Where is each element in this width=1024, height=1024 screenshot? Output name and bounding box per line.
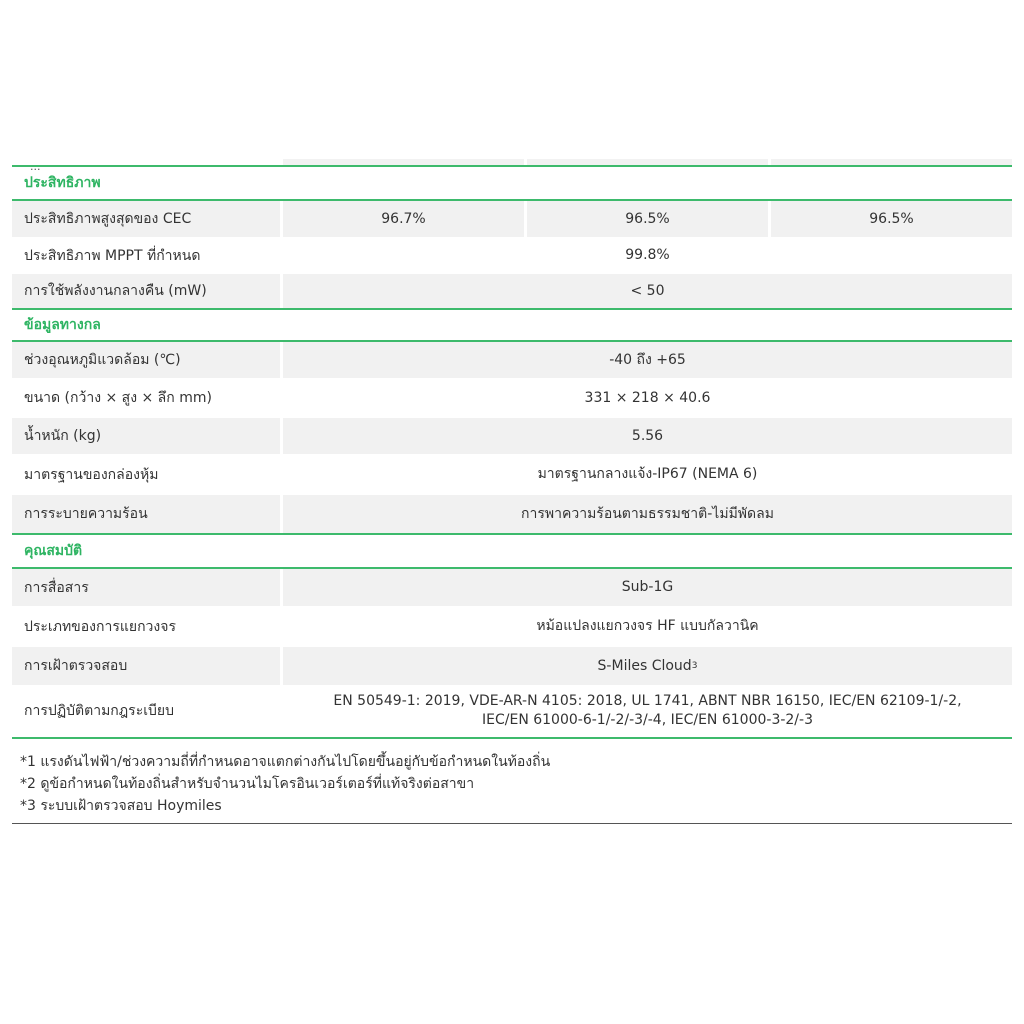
spec-row-enclosure (12, 454, 1012, 495)
spec-label: มาตรฐานของกล่องหุ้ม (12, 454, 280, 495)
spec-value-line: IEC/EN 61000-6-1/-2/-3/-4, IEC/EN 61000-3-2/-3 (482, 712, 813, 728)
spec-label: การปฏิบัติตามกฎระเบียบ (12, 685, 280, 737)
spec-row-cooling (12, 495, 1012, 533)
spec-label: การระบายความร้อน (12, 495, 280, 533)
spec-label: ขนาด (กว้าง × สูง × ลึก mm) (12, 378, 280, 418)
spec-value: < 50 (280, 274, 1012, 308)
footnotes (12, 739, 1012, 817)
section-header-efficiency (12, 165, 1012, 201)
spec-value-line: EN 50549-1: 2019, VDE-AR-N 4105: 2018, UL 1741, ABNT NBR 16150, IEC/EN 62109-1/-2, (333, 693, 962, 709)
section-title: ข้อมูลทางกล (24, 317, 101, 333)
spec-value: หม้อแปลงแยกวงจร HF แบบกัลวานิค (280, 606, 1012, 647)
spec-row-communication (12, 569, 1012, 606)
spec-value: 5.56 (280, 418, 1012, 454)
footnote: *2 ดูข้อกำหนดในท้องถิ่นสำหรับจำนวนไมโครอินเวอร์เตอร์ที่แท้จริงต่อสาขา (20, 776, 475, 792)
spec-row-weight (12, 418, 1012, 454)
section-header-features (12, 533, 1012, 569)
spec-label: ประสิทธิภาพสูงสุดของ CEC (12, 201, 280, 237)
spec-value: -40 ถึง +65 (280, 342, 1012, 378)
section-title: คุณสมบัติ (24, 543, 83, 559)
spec-label: ประสิทธิภาพ MPPT ที่กำหนด (12, 237, 280, 274)
footnote: *3 ระบบเฝ้าตรวจสอบ Hoymiles (20, 798, 222, 814)
spec-row-isolation-type (12, 606, 1012, 647)
section-title: ประสิทธิภาพ (24, 175, 101, 191)
clipped-cell (280, 159, 524, 165)
spec-value: 96.5% (524, 201, 768, 237)
spec-row-cec-efficiency (12, 201, 1012, 237)
clipped-cell (768, 159, 1012, 165)
spec-value: 96.5% (768, 201, 1012, 237)
footnote: *1 แรงดันไฟฟ้า/ช่วงความถี่ที่กำหนดอาจแตกต่างกันไปโดยขึ้นอยู่กับข้อกำหนดในท้องถิ่น (20, 754, 551, 770)
spec-row-dimensions (12, 378, 1012, 418)
spec-value (280, 647, 1012, 685)
spec-label: ประเภทของการแยกวงจร (12, 606, 280, 647)
page-bottom-rule (12, 823, 1012, 824)
spec-row-mppt-efficiency (12, 237, 1012, 274)
clipped-row-label: ... (30, 160, 41, 173)
spec-row-night-consumption (12, 274, 1012, 308)
spec-row-compliance (12, 685, 1012, 737)
spec-sheet (12, 155, 1012, 824)
spec-value: Sub-1G (280, 569, 1012, 606)
section-header-mechanical (12, 308, 1012, 342)
spec-value: การพาความร้อนตามธรรมชาติ-ไม่มีพัดลม (280, 495, 1012, 533)
clipped-cell (524, 159, 768, 165)
spec-label: การสื่อสาร (12, 569, 280, 606)
clipped-previous-row (12, 155, 1012, 173)
spec-label: น้ำหนัก (kg) (12, 418, 280, 454)
spec-label: การใช้พลังงานกลางคืน (mW) (12, 274, 280, 308)
spec-value: 99.8% (280, 237, 1012, 274)
spec-row-monitoring (12, 647, 1012, 685)
spec-label: ช่วงอุณหภูมิแวดล้อม (℃) (12, 342, 280, 378)
footnote-marker: 3 (691, 660, 698, 671)
spec-label: การเฝ้าตรวจสอบ (12, 647, 280, 685)
spec-value: มาตรฐานกลางแจ้ง-IP67 (NEMA 6) (280, 454, 1012, 495)
spec-value (280, 685, 1012, 737)
spec-row-ambient-temperature (12, 342, 1012, 378)
spec-value: 331 × 218 × 40.6 (280, 378, 1012, 418)
spec-value-text: S-Miles Cloud (597, 657, 692, 674)
spec-value: 96.7% (280, 201, 524, 237)
